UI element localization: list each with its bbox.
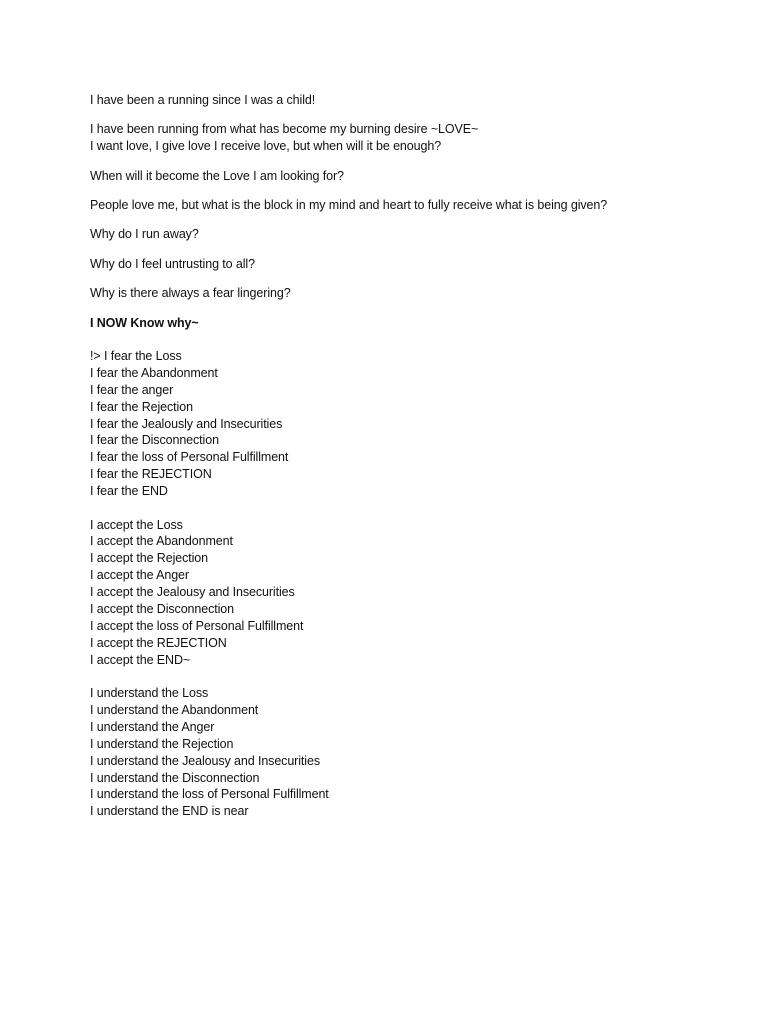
now-know-heading: I NOW Know why~ bbox=[90, 315, 199, 330]
paragraph-line: I have been running from what has become my burning desire ~LOVE~ bbox=[90, 122, 479, 137]
question-line: Why is there always a fear lingering? bbox=[90, 286, 291, 301]
question-line: Why do I run away? bbox=[90, 227, 199, 242]
fear-item: I fear the Disconnection bbox=[90, 433, 219, 448]
accept-item: I accept the Anger bbox=[90, 568, 189, 583]
accept-item: I accept the Loss bbox=[90, 517, 183, 532]
fear-item: I fear the anger bbox=[90, 382, 174, 397]
fear-item: !> I fear the Loss bbox=[90, 349, 182, 364]
accept-item: I accept the Rejection bbox=[90, 551, 209, 566]
paragraph-line: I want love, I give love I receive love, but when will it be enough? bbox=[90, 139, 442, 154]
understand-item: I understand the Disconnection bbox=[90, 770, 260, 785]
accept-item: I accept the REJECTION bbox=[90, 635, 227, 650]
understand-item: I understand the END is near bbox=[90, 804, 249, 819]
accept-item: I accept the Abandonment bbox=[90, 534, 233, 549]
question-line: Why do I feel untrusting to all? bbox=[90, 256, 255, 271]
understand-item: I understand the Anger bbox=[90, 719, 215, 734]
fear-item: I fear the Jealously and Insecurities bbox=[90, 416, 283, 431]
accept-item: I accept the loss of Personal Fulfillment bbox=[90, 618, 304, 633]
question-line: When will it become the Love I am looking for? bbox=[90, 168, 344, 183]
accept-item: I accept the Disconnection bbox=[90, 601, 235, 616]
document-body bbox=[90, 92, 730, 820]
understand-item: I understand the Rejection bbox=[90, 736, 234, 751]
understand-item: I understand the Jealousy and Insecurities bbox=[90, 753, 320, 768]
understand-item: I understand the loss of Personal Fulfillment bbox=[90, 787, 329, 802]
accept-item: I accept the END~ bbox=[90, 652, 191, 667]
accept-item: I accept the Jealousy and Insecurities bbox=[90, 585, 295, 600]
understand-item: I understand the Loss bbox=[90, 686, 209, 701]
fear-item: I fear the Rejection bbox=[90, 399, 193, 414]
understand-item: I understand the Abandonment bbox=[90, 702, 259, 717]
accept-list bbox=[90, 517, 730, 669]
intro-line: I have been a running since I was a child! bbox=[90, 93, 316, 107]
fear-item: I fear the Abandonment bbox=[90, 365, 218, 380]
fear-item: I fear the loss of Personal Fulfillment bbox=[90, 450, 289, 465]
fear-item: I fear the END bbox=[90, 484, 168, 499]
fear-list bbox=[90, 348, 730, 500]
question-line: People love me, but what is the block in my mind and heart to fully receive what is being given? bbox=[90, 198, 608, 213]
understand-list bbox=[90, 685, 730, 820]
fear-item: I fear the REJECTION bbox=[90, 467, 212, 482]
